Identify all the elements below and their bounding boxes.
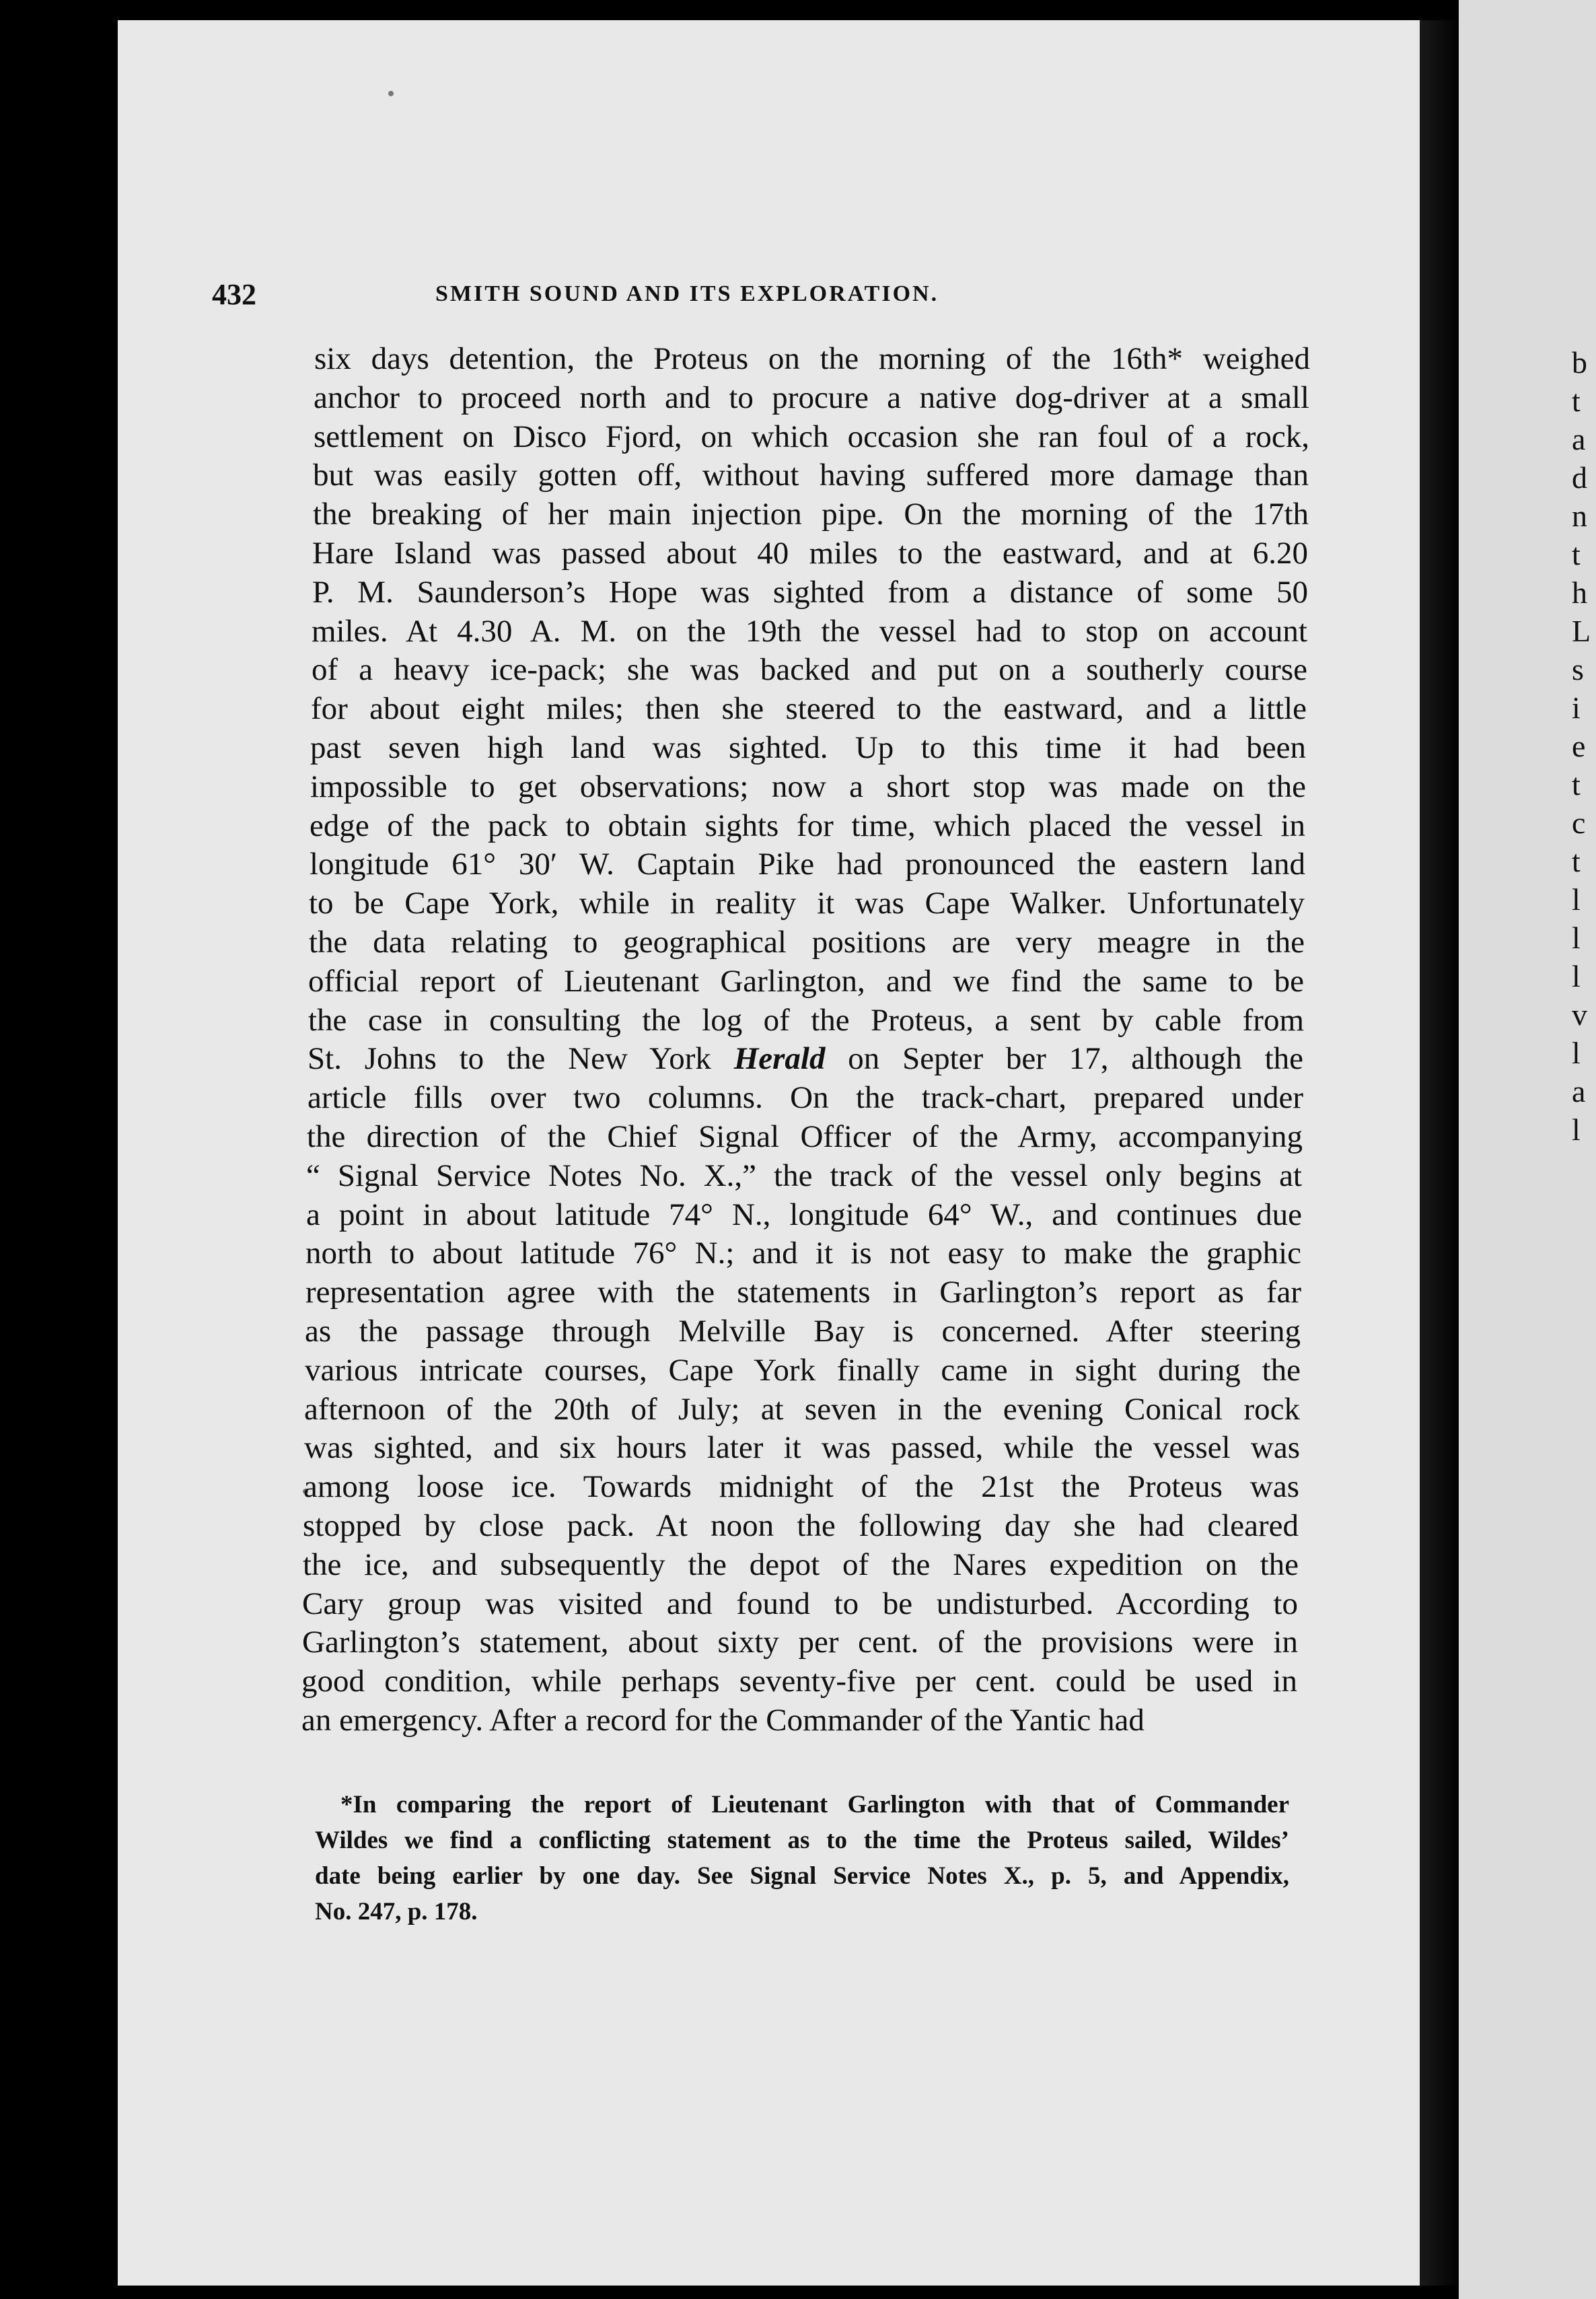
adjacent-page-letter: b bbox=[1572, 345, 1587, 380]
footnote-line: date being earlier by one day. See Signal Service Notes X., p. 5, and Appendix, bbox=[315, 1862, 1289, 1890]
page-gutter bbox=[1420, 20, 1460, 2286]
body-line: the case in consulting the log of the Proteus, a sent by cable from bbox=[308, 1002, 1304, 1038]
body-line: a point in about latitude 74° N., longitude 64° W., and continues due bbox=[306, 1197, 1302, 1232]
adjacent-page-letter: a bbox=[1572, 1074, 1586, 1108]
adjacent-page-letter: t bbox=[1572, 384, 1581, 418]
body-line: the ice, and subsequently the depot of the Nares expedition on the bbox=[303, 1547, 1299, 1582]
adjacent-page-letter: t bbox=[1572, 767, 1581, 802]
body-line: edge of the pack to obtain sights for time, which placed the vessel in bbox=[310, 808, 1305, 843]
body-line: representation agree with the statements in Garlington’s report as far bbox=[305, 1275, 1301, 1310]
body-line: longitude 61° 30′ W. Captain Pike had pronounced the eastern land bbox=[310, 847, 1305, 882]
footnote-line: *In comparing the report of Lieutenant Garlington with that of Commander bbox=[340, 1791, 1289, 1818]
adjacent-page-edge bbox=[1459, 0, 1596, 2299]
body-line: article fills over two columns. On the track-chart, prepared under bbox=[307, 1080, 1303, 1116]
body-line: afternoon of the 20th of July; at seven in the evening Conical rock bbox=[304, 1391, 1300, 1427]
paper-speck bbox=[388, 91, 394, 96]
body-line: official report of Lieutenant Garlington, and we find the same to be bbox=[308, 963, 1304, 999]
body-line: various intricate courses, Cape York finally came in sight during the bbox=[305, 1352, 1301, 1388]
adjacent-page-letter: a bbox=[1572, 422, 1586, 456]
adjacent-page-letter: t bbox=[1572, 537, 1581, 571]
adjacent-page-letter: v bbox=[1572, 997, 1587, 1032]
body-line: was sighted, and six hours later it was passed, while the vessel was bbox=[304, 1430, 1300, 1466]
adjacent-page-letter: h bbox=[1572, 575, 1587, 610]
body-line: settlement on Disco Fjord, on which occasion she ran foul of a rock, bbox=[314, 419, 1309, 454]
body-line: as the passage through Melville Bay is concerned. After steering bbox=[305, 1313, 1301, 1349]
body-line: impossible to get observations; now a short stop was made on the bbox=[310, 769, 1306, 804]
adjacent-page-letter: l bbox=[1572, 1036, 1581, 1070]
body-text bbox=[301, 340, 1310, 1740]
adjacent-page-letter: i bbox=[1572, 691, 1581, 725]
adjacent-page-letter: L bbox=[1572, 614, 1591, 648]
body-line: anchor to proceed north and to procure a native dog-driver at a small bbox=[314, 380, 1309, 415]
body-line: among loose ice. Towards midnight of the 21st the Proteus was bbox=[303, 1469, 1299, 1505]
adjacent-page-letter: l bbox=[1572, 921, 1581, 955]
body-line: good condition, while perhaps seventy-five per cent. could be used in bbox=[301, 1664, 1297, 1699]
body-line: the data relating to geographical positions are very meagre in the bbox=[309, 924, 1305, 960]
adjacent-page-letter: d bbox=[1572, 460, 1587, 495]
adjacent-page-letter: l bbox=[1572, 882, 1581, 917]
adjacent-page-letter: e bbox=[1572, 729, 1586, 763]
running-title: SMITH SOUND AND ITS EXPLORATION. bbox=[435, 281, 939, 306]
body-line: the direction of the Chief Signal Officer of the Army, accompanying bbox=[307, 1119, 1303, 1154]
adjacent-page-letter: l bbox=[1572, 959, 1581, 993]
adjacent-page-letter: l bbox=[1572, 1112, 1581, 1147]
body-line: north to about latitude 76° N.; and it is not easy to make the graphic bbox=[305, 1236, 1301, 1271]
body-line: an emergency. After a record for the Commander of the Yantic had bbox=[301, 1702, 1145, 1738]
body-line: St. Johns to the New York Herald on Septer ber 17, although the bbox=[307, 1041, 1303, 1077]
footnote-line: No. 247, p. 178. bbox=[315, 1898, 478, 1925]
body-line: stopped by close pack. At noon the following day she had cleared bbox=[303, 1508, 1299, 1543]
body-line: for about eight miles; then she steered to the eastward, and a little bbox=[311, 691, 1307, 727]
body-line: but was easily gotten off, without having suffered more damage than bbox=[313, 458, 1309, 493]
page-number: 432 bbox=[212, 278, 256, 311]
footnote-line: Wildes we find a conflicting statement as to the time the Proteus sailed, Wildes’ bbox=[315, 1827, 1289, 1854]
body-line: “ Signal Service Notes No. X.,” the track of the vessel only begins at bbox=[306, 1158, 1302, 1193]
adjacent-page-letter: s bbox=[1572, 652, 1584, 686]
body-line: six days detention, the Proteus on the morning of the 16th* weighed bbox=[314, 341, 1310, 376]
body-line: to be Cape York, while in reality it was Cape Walker. Unfortunately bbox=[309, 886, 1305, 921]
body-line: Garlington’s statement, about sixty per cent. of the provisions were in bbox=[302, 1625, 1298, 1660]
body-line: past seven high land was sighted. Up to this time it had been bbox=[310, 730, 1306, 765]
body-line: of a heavy ice-pack; she was backed and put on a southerly course bbox=[312, 652, 1307, 688]
body-line: Hare Island was passed about 40 miles to the eastward, and at 6.20 bbox=[312, 535, 1308, 571]
body-line: miles. At 4.30 A. M. on the 19th the vessel had to stop on account bbox=[312, 613, 1307, 649]
adjacent-page-letter: c bbox=[1572, 806, 1586, 840]
body-line: Cary group was visited and found to be undisturbed. According to bbox=[302, 1586, 1298, 1621]
body-line: P. M. Saunderson’s Hope was sighted from a distance of some 50 bbox=[312, 574, 1308, 610]
adjacent-page-letter: n bbox=[1572, 499, 1587, 533]
body-line: the breaking of her main injection pipe. On the morning of the 17th bbox=[313, 497, 1309, 532]
adjacent-page-letter: t bbox=[1572, 844, 1581, 878]
footnote bbox=[315, 1787, 1289, 1930]
